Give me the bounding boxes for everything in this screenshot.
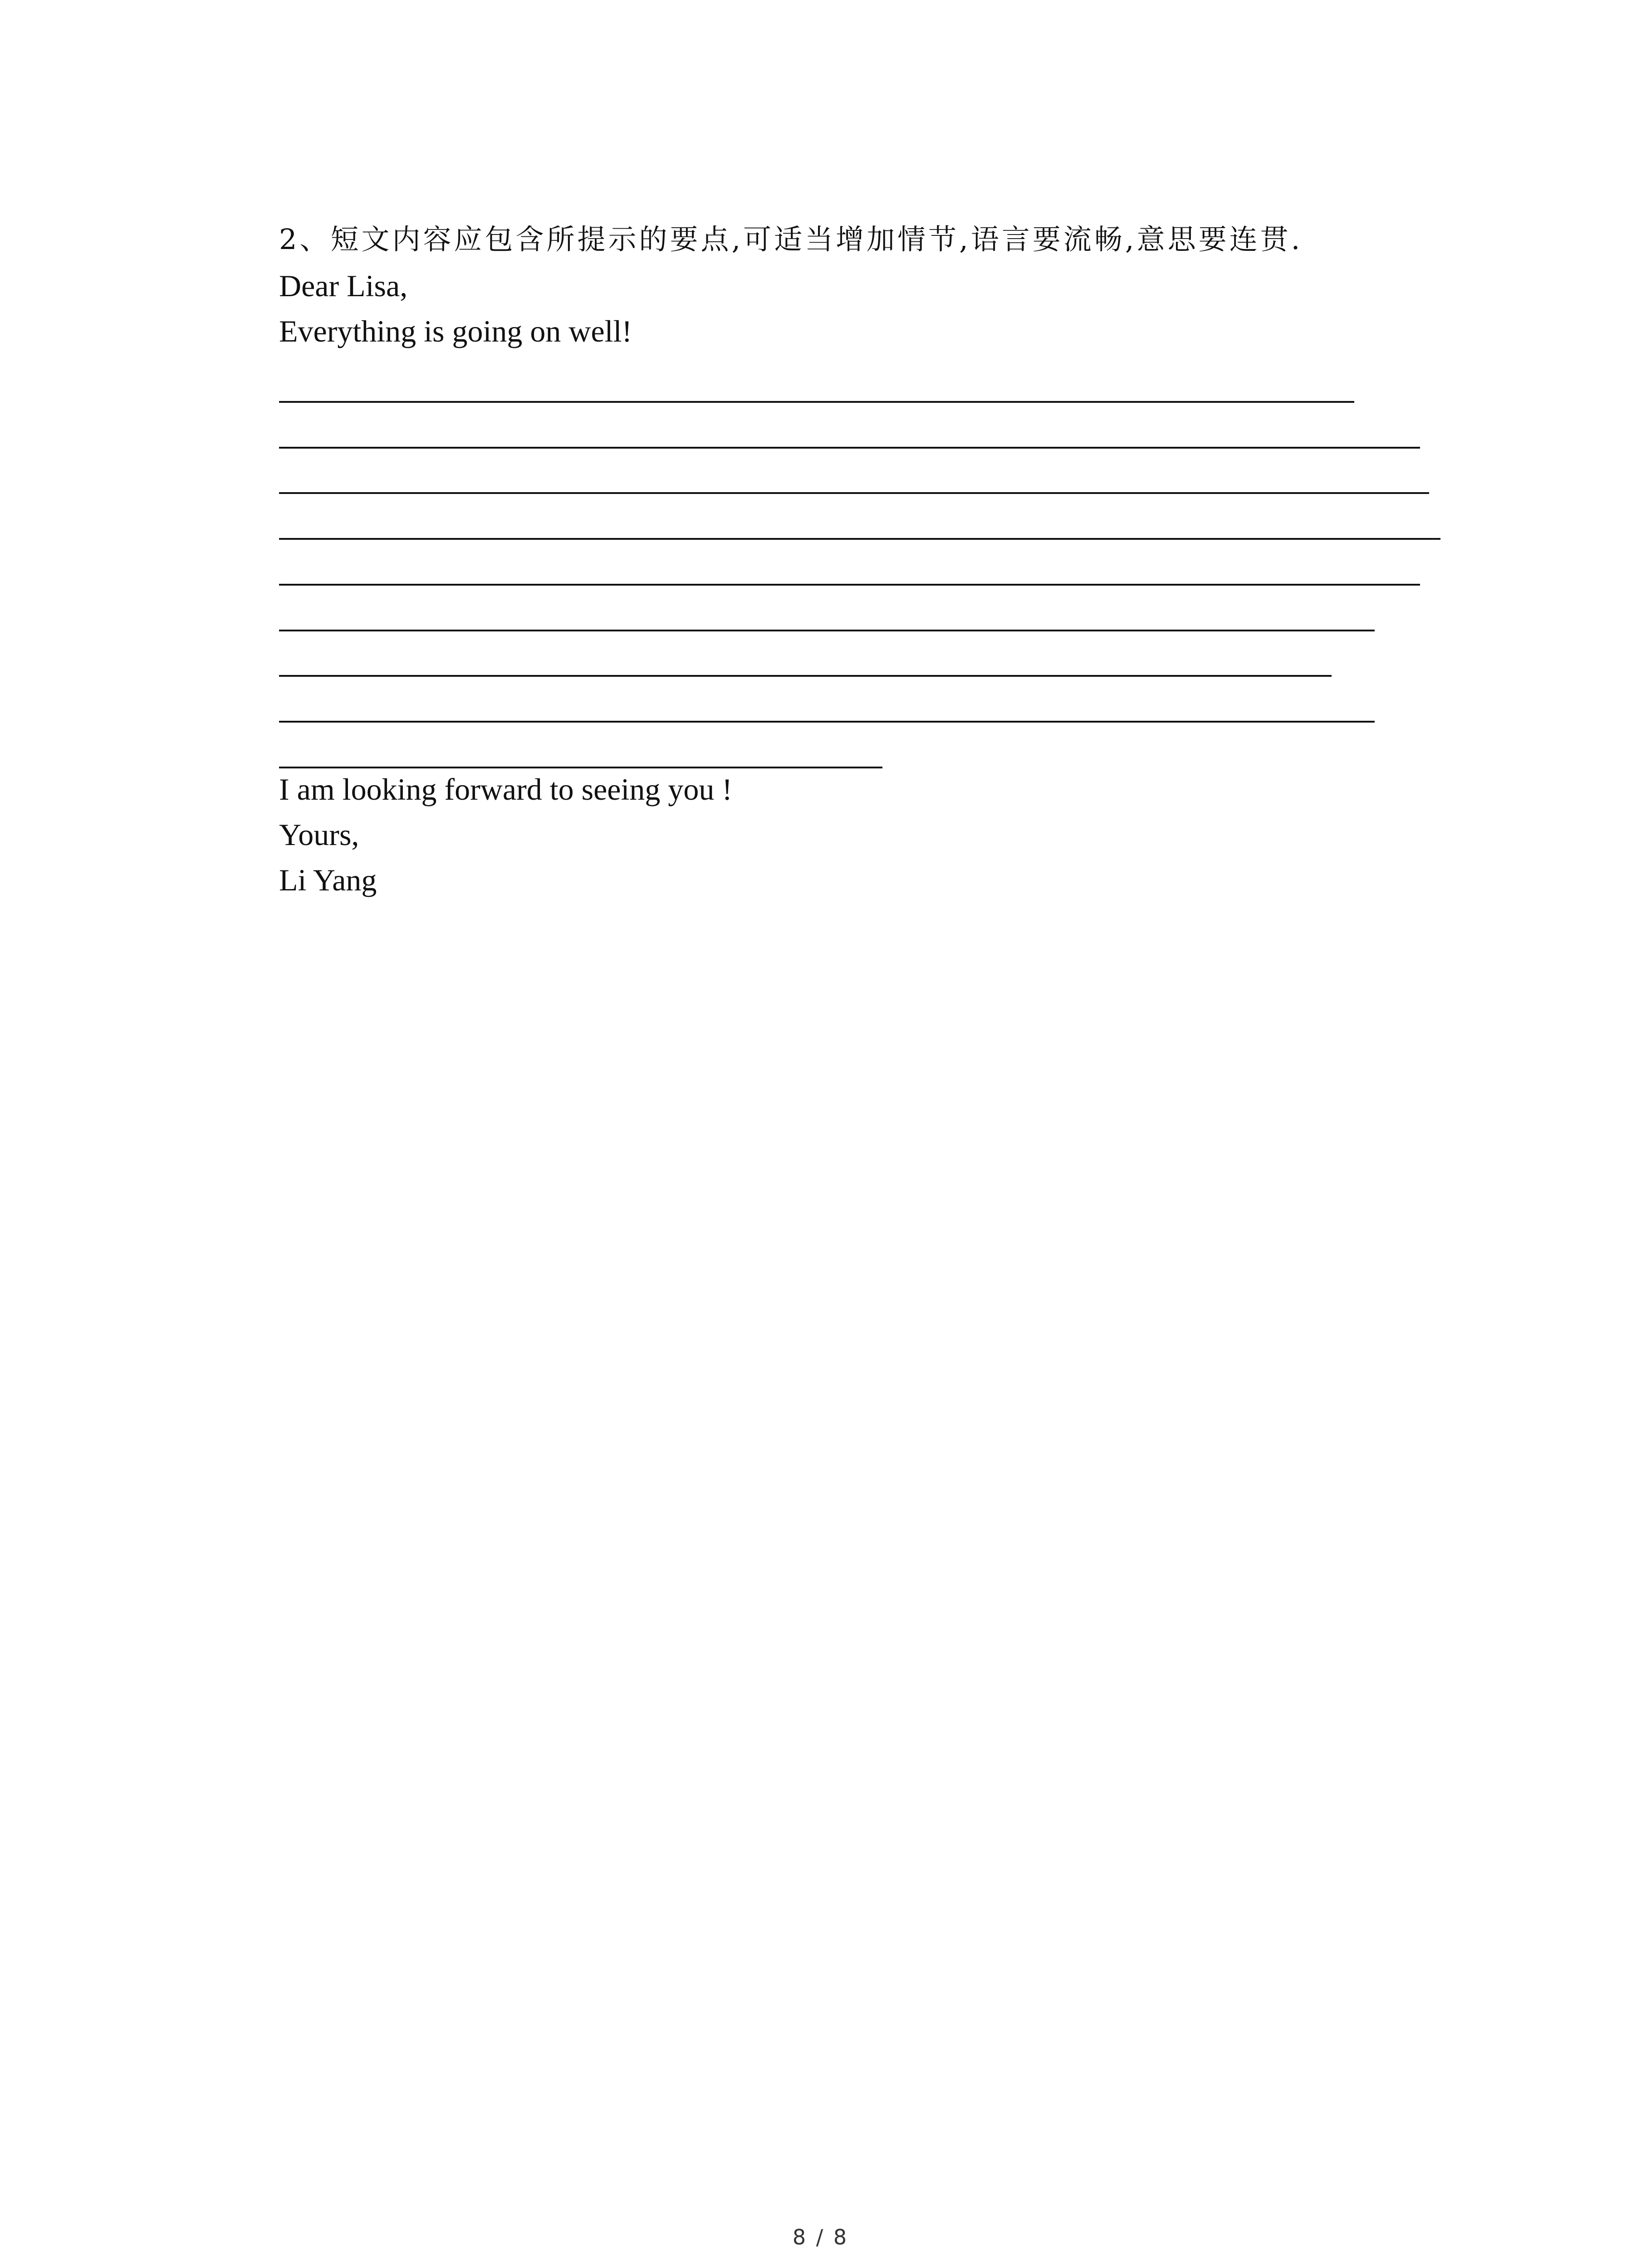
page-number: 8 / 8 [792, 2225, 849, 2249]
answer-line[interactable] [279, 538, 1440, 540]
writing-instruction: 2、短文内容应包含所提示的要点,可适当增加情节,语言要流畅,意思要连贯. [279, 223, 1303, 256]
answer-line[interactable] [279, 401, 1354, 403]
letter-signature: Li Yang [279, 863, 377, 897]
answer-line[interactable] [279, 630, 1375, 631]
letter-sign-off: Yours, [279, 817, 359, 852]
answer-line[interactable] [279, 584, 1420, 586]
answer-line[interactable] [279, 492, 1429, 494]
letter-opening: Everything is going on well! [279, 314, 632, 348]
answer-line[interactable] [279, 767, 882, 768]
letter-greeting: Dear Lisa, [279, 269, 408, 303]
answer-line[interactable] [279, 447, 1420, 449]
answer-line[interactable] [279, 675, 1332, 677]
letter-closing-line: I am looking forward to seeing you ! [279, 772, 732, 807]
answer-line[interactable] [279, 721, 1375, 723]
